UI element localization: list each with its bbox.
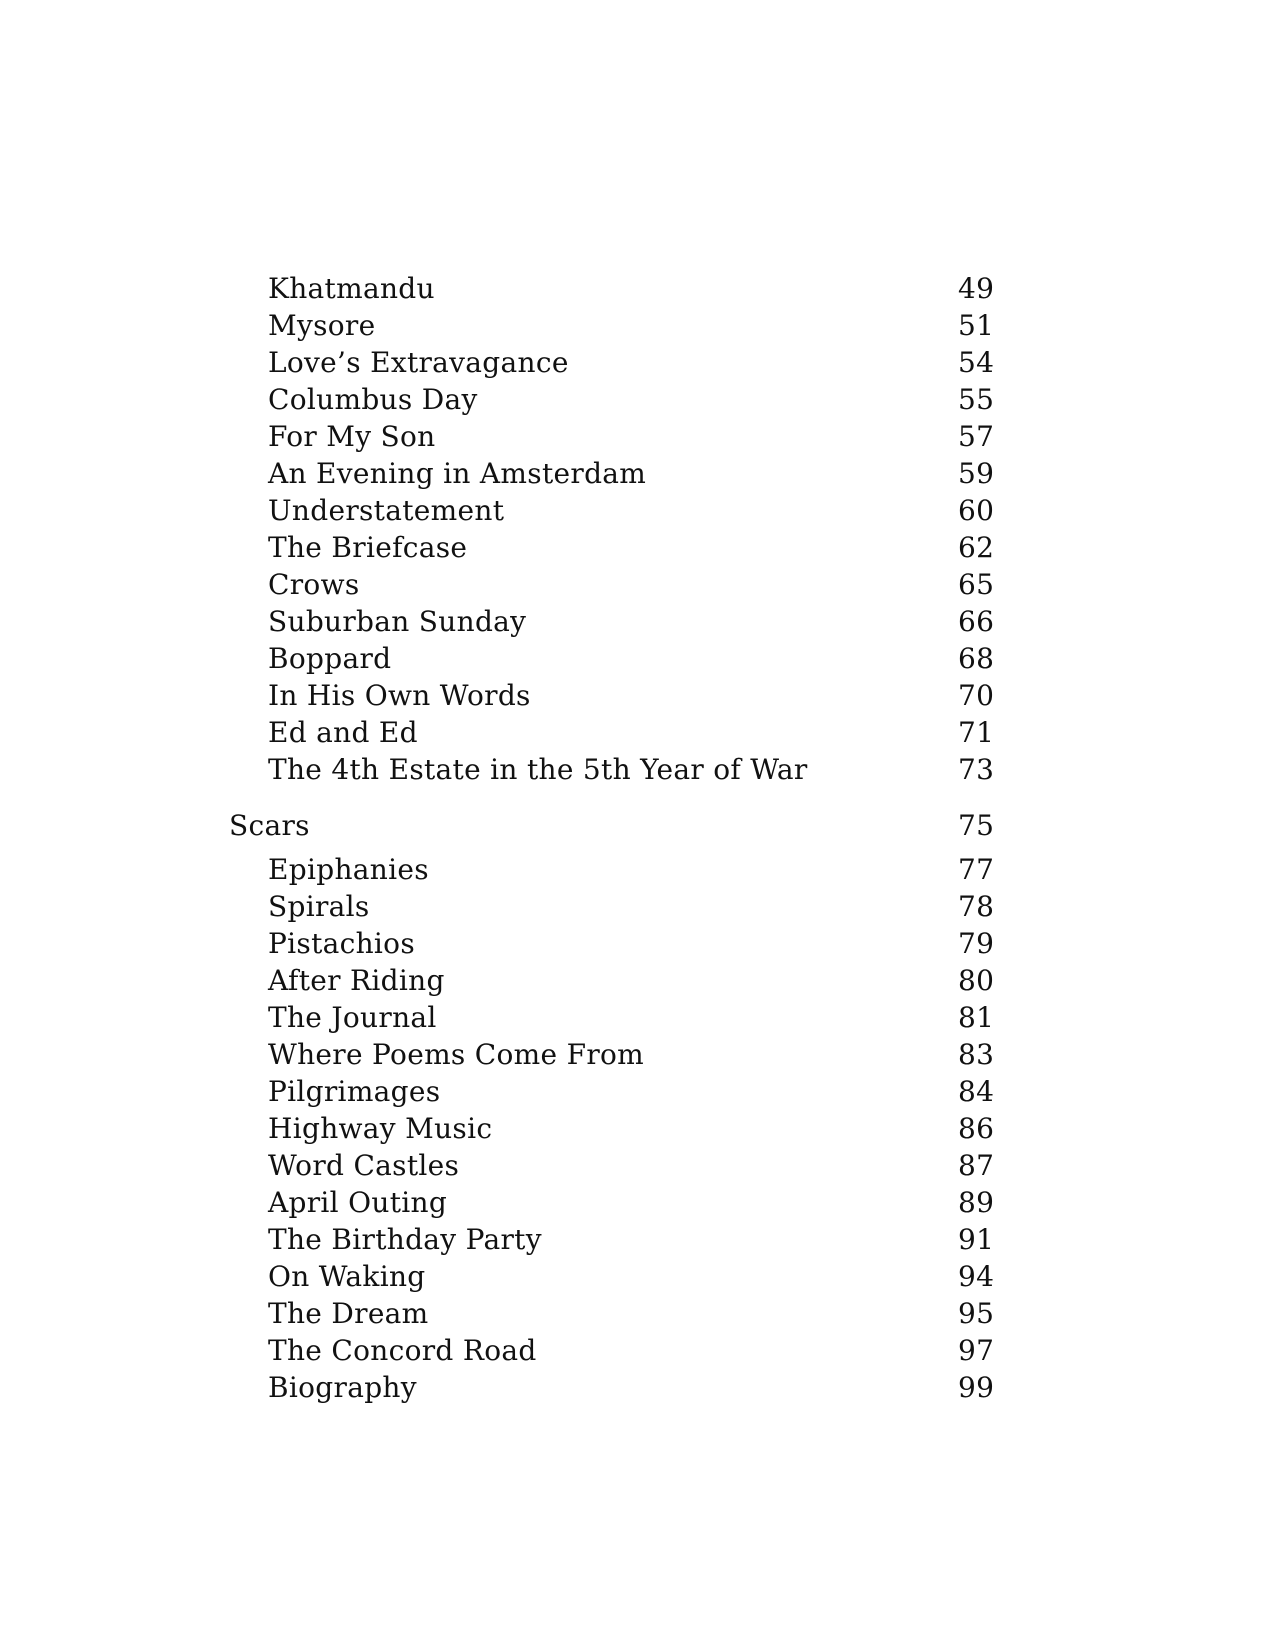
toc-entry-title: The Dream <box>268 1297 429 1330</box>
toc-entry-page: 70 <box>958 679 995 712</box>
toc-entry-page: 95 <box>958 1297 995 1330</box>
toc-entry-page: 49 <box>958 272 995 305</box>
toc-entry-page: 71 <box>958 716 995 749</box>
toc-entry-page: 65 <box>958 568 995 601</box>
toc-entry-page: 94 <box>958 1260 995 1293</box>
toc-entry-title: Suburban Sunday <box>268 605 527 638</box>
toc-section-title: Scars <box>229 809 310 842</box>
toc-entry-title: The Briefcase <box>268 531 468 564</box>
toc-entry-title: The 4th Estate in the 5th Year of War <box>268 753 808 786</box>
toc-entry-title: Columbus Day <box>268 383 478 416</box>
toc-entry-page: 77 <box>958 853 995 886</box>
toc-entry-page: 80 <box>958 964 995 997</box>
toc-entry-page: 87 <box>958 1149 995 1182</box>
toc-entry-title: Where Poems Come From <box>268 1038 645 1071</box>
toc-entry-page: 51 <box>958 309 995 342</box>
toc-entry-page: 57 <box>958 420 995 453</box>
toc-entry-title: Highway Music <box>268 1112 493 1145</box>
toc-entry-page: 55 <box>958 383 995 416</box>
toc-entry-title: Mysore <box>268 309 376 342</box>
toc-entry-page: 83 <box>958 1038 995 1071</box>
toc-entry-title: April Outing <box>268 1186 448 1219</box>
toc-section-page: 75 <box>958 809 995 842</box>
toc-entry-title: Ed and Ed <box>268 716 418 749</box>
toc-entry-title: Epiphanies <box>268 853 429 886</box>
toc-entry-title: Understatement <box>268 494 505 527</box>
toc-entry-page: 60 <box>958 494 995 527</box>
toc-entry-title: In His Own Words <box>268 679 531 712</box>
toc-entry-title: Boppard <box>268 642 392 675</box>
toc-entry-page: 66 <box>958 605 995 638</box>
toc-entry-title: On Waking <box>268 1260 426 1293</box>
toc-entry-page: 91 <box>958 1223 995 1256</box>
toc-entry-page: 73 <box>958 753 995 786</box>
toc-entry-title: Crows <box>268 568 360 601</box>
toc-entry-title: Spirals <box>268 890 370 923</box>
toc-entry-page: 86 <box>958 1112 995 1145</box>
toc-entry-title: Khatmandu <box>268 272 435 305</box>
toc-entry-title: The Birthday Party <box>268 1223 542 1256</box>
toc-entry-page: 68 <box>958 642 995 675</box>
toc-entry-page: 62 <box>958 531 995 564</box>
toc-entry-title: For My Son <box>268 420 436 453</box>
toc-entry-title: Biography <box>268 1371 417 1404</box>
toc-entry-page: 81 <box>958 1001 995 1034</box>
toc-entry-page: 59 <box>958 457 995 490</box>
toc-entry-page: 78 <box>958 890 995 923</box>
toc-entry-title: Pilgrimages <box>268 1075 441 1108</box>
toc-entry-title: The Concord Road <box>268 1334 537 1367</box>
toc-entry-title: After Riding <box>268 964 445 997</box>
toc-entry-page: 89 <box>958 1186 995 1219</box>
toc-entry-title: Word Castles <box>268 1149 460 1182</box>
toc-entry-page: 99 <box>958 1371 995 1404</box>
toc-entry-title: Love’s Extravagance <box>268 346 569 379</box>
toc-entry-page: 97 <box>958 1334 995 1367</box>
toc-entry-page: 79 <box>958 927 995 960</box>
toc-entry-page: 84 <box>958 1075 995 1108</box>
toc-entry-title: An Evening in Amsterdam <box>268 457 647 490</box>
toc-entry-title: The Journal <box>268 1001 437 1034</box>
toc-entry-title: Pistachios <box>268 927 416 960</box>
toc-entry-page: 54 <box>958 346 995 379</box>
